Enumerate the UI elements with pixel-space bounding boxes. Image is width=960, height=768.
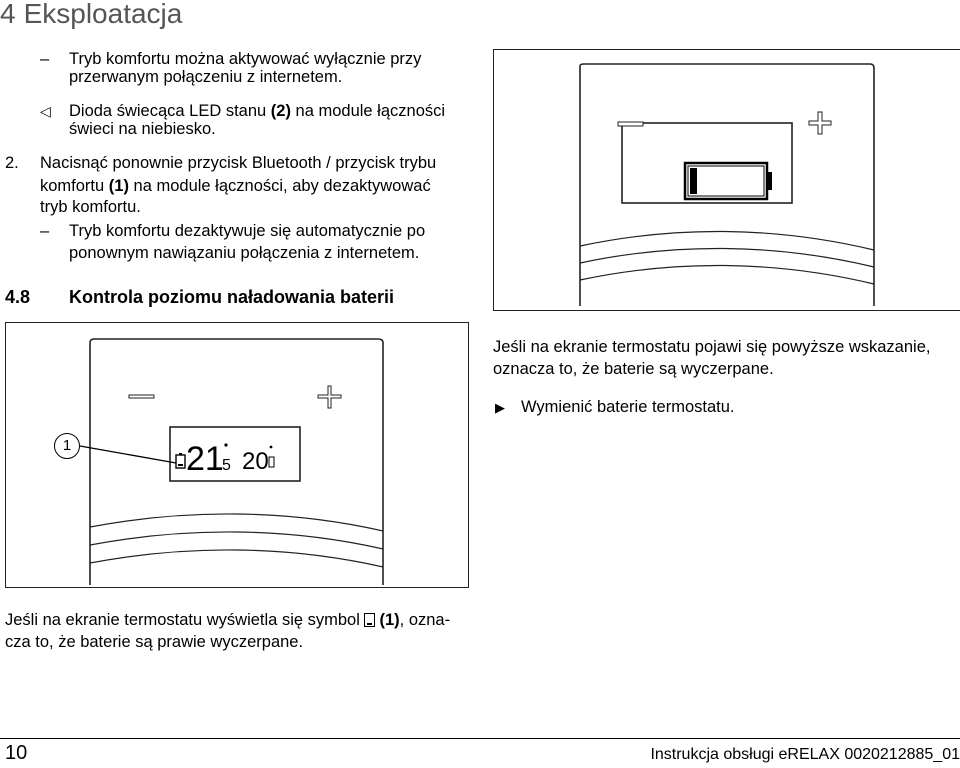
step-2-line-3: tryb komfortu. [40,198,141,216]
left-paragraph-line-2: cza to, że baterie są prawie wyczerpane. [5,633,304,651]
text: na module łączności, aby dezaktywować [128,177,431,195]
plus-icon [318,386,341,408]
section-heading [5,284,394,310]
chapter-title: Eksploatacja [23,0,183,29]
action-arrow-icon: ▶ [495,400,505,415]
result-marker-icon: ◁ [40,103,51,119]
battery-symbol-icon [364,613,375,627]
low-battery-icon [176,453,185,468]
intro-bullet-line-1: Tryb komfortu można aktywować wyłącznie przy [69,50,422,68]
section-title: Kontrola poziomu naładowania baterii [69,287,395,307]
dash-marker: – [40,50,50,68]
text: Dioda świecąca LED stanu [69,102,271,120]
intro-result-line-2: świeci na niebiesko. [69,120,216,138]
step-2-bullet-line-2: ponownym nawiązaniu połączenia z internetem. [69,244,420,262]
text: Jeśli na ekranie termostatu wyświetla się symbol [5,611,365,629]
section-number: 4.8 [5,287,31,307]
page-number: 10 [5,742,28,764]
step-number: 2. [5,154,19,172]
step-2-bullet-line-1: Tryb komfortu dezaktywuje się automatycznie po [69,222,426,240]
reference-1: (1) [379,611,400,629]
dash-marker: – [40,222,50,240]
text: , ozna- [399,611,451,629]
chapter-number: 4 [0,0,16,29]
right-paragraph-line-2: oznacza to, że baterie są wyczerpane. [493,360,774,378]
minus-icon [129,395,154,398]
text: na module łączności [290,102,446,120]
reference-1: (1) [108,177,129,195]
right-paragraph-line-1: Jeśli na ekranie termostatu pojawi się powyższe wskazanie, [493,338,931,356]
empty-battery-icon [685,163,772,199]
minus-icon [618,122,643,126]
action-text: Wymienić baterie termostatu. [521,398,735,416]
chapter-heading [0,0,182,30]
step-2-line-1: Nacisnąć ponownie przycisk Bluetooth / przycisk trybu [40,154,437,172]
left-paragraph-line-1 [5,609,450,631]
reference-2: (2) [270,102,291,120]
figure-empty-battery [493,49,960,311]
text: komfortu [40,177,109,195]
display-decimal: 5 [222,457,231,474]
display-setpoint: 20 [242,448,269,475]
callout-1: 1 [54,433,80,459]
intro-bullet-line-2: przerwanym połączeniu z internetem. [69,68,343,86]
figure-low-battery [5,322,469,588]
thermostat-illustration-empty [494,50,960,310]
footer-divider [0,738,960,739]
display-temperature: 21 [186,440,224,478]
document-reference: Instrukcja obsługi eRELAX 0020212885_01 [650,746,960,763]
step-2-line-2 [40,175,431,197]
plus-icon [809,112,831,134]
